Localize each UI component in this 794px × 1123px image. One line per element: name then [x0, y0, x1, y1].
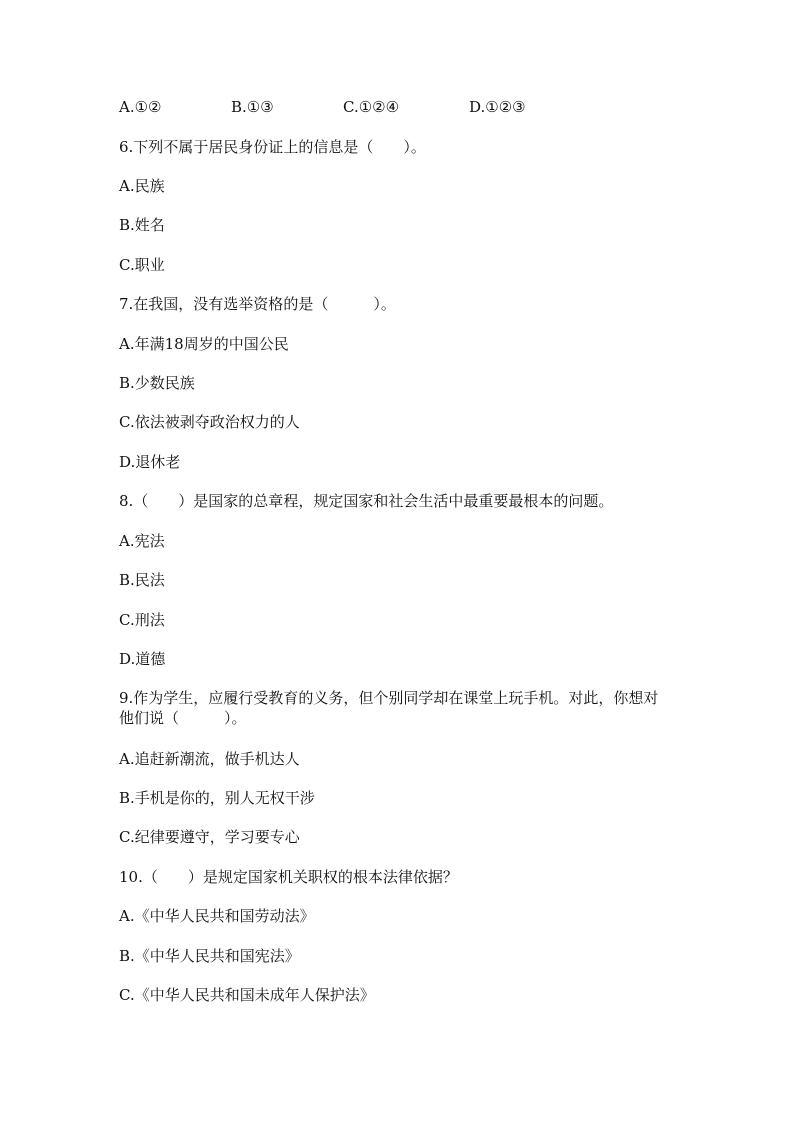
question-9-option-b: B.手机是你的，别人无权干涉: [119, 789, 315, 807]
question-8-option-b: B.民法: [119, 571, 165, 589]
previous-question-options: [119, 97, 679, 117]
question-10-option-a: A.《中华人民共和国劳动法》: [119, 907, 315, 925]
question-7-option-d: D.退休老: [119, 453, 181, 471]
question-10-option-b: B.《中华人民共和国宪法》: [119, 947, 300, 965]
option-a: A.①②: [119, 98, 162, 116]
option-b: B.①③: [231, 98, 274, 116]
question-6-option-b: B.姓名: [119, 216, 165, 234]
question-6-option-c: C.职业: [119, 256, 165, 274]
option-d: D.①②③: [469, 98, 526, 116]
question-9-option-a: A.追赶新潮流，做手机达人: [119, 750, 300, 768]
question-9-stem: 9.作为学生，应履行受教育的义务，但个别同学却在课堂上玩手机。对此，你想对他们说（ ）。: [119, 689, 659, 727]
question-7-option-b: B.少数民族: [119, 374, 195, 392]
question-7-stem: 7.在我国，没有选举资格的是（ ）。: [119, 295, 396, 313]
question-8-option-d: D.道德: [119, 650, 166, 668]
question-8-stem: 8.（ ）是国家的总章程，规定国家和社会生活中最重要最根本的问题。: [119, 492, 614, 510]
question-10-option-c: C.《中华人民共和国未成年人保护法》: [119, 986, 375, 1004]
question-8-option-c: C.刑法: [119, 611, 165, 629]
option-c: C.①②④: [343, 98, 400, 116]
question-9-option-c: C.纪律要遵守，学习要专心: [119, 828, 300, 846]
question-7-option-a: A.年满18周岁的中国公民: [119, 335, 289, 353]
question-6-stem: 6.下列不属于居民身份证上的信息是（ ）。: [119, 138, 426, 156]
question-6-option-a: A.民族: [119, 177, 165, 195]
question-7-option-c: C.依法被剥夺政治权力的人: [119, 413, 300, 431]
question-10-stem: 10.（ ）是规定国家机关职权的根本法律依据？: [119, 868, 458, 886]
question-8-option-a: A.宪法: [119, 532, 165, 550]
